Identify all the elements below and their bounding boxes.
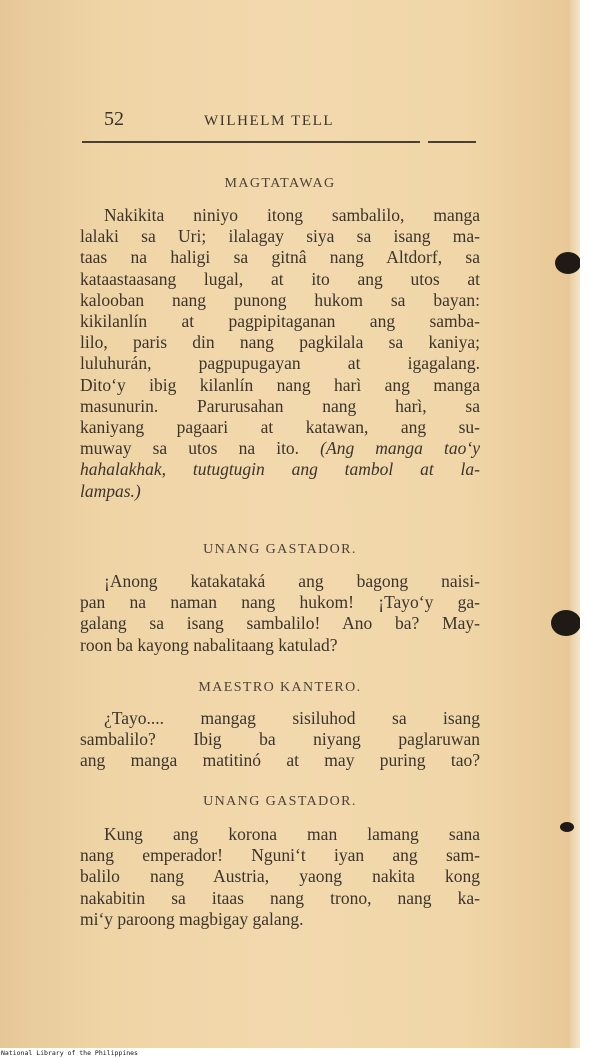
stage-direction: (Ang manga tao‘y	[320, 438, 480, 459]
library-credit: National Library of the Philippines	[1, 1049, 138, 1057]
page-edge	[570, 0, 580, 1048]
speech-paragraph	[80, 205, 480, 502]
text-line: pan na naman nang hukom! ¡Tayo‘y ga-	[80, 592, 480, 613]
text-line	[80, 438, 480, 459]
text-line: Kung ang korona man lamang sana	[104, 824, 480, 844]
header-rule	[82, 141, 420, 143]
text-line: lilo, paris din nang pagkilala sa kaniya;	[80, 332, 480, 353]
speaker-label: UNANG GASTADOR.	[203, 542, 357, 557]
speech-paragraph	[80, 708, 480, 772]
text-line: sambalilo? Ibig ba niyang paglaruwan	[80, 729, 480, 750]
text-line: roon ba kayong nabalitaang katulad?	[80, 634, 338, 655]
text-line: kaniyang pagaari at katawan, ang su-	[80, 417, 480, 438]
text-line: galang sa isang sambalilo! Ano ba? May-	[80, 613, 480, 634]
ink-stain-middle	[551, 610, 580, 636]
running-title: WILHELM TELL	[204, 113, 335, 129]
ink-stain-bottom	[560, 822, 574, 832]
text-line: taas na haligi sa gitnâ nang Altdorf, sa	[80, 247, 480, 268]
text-line: ang manga matitinó at may puring tao?	[80, 750, 480, 771]
stage-direction: lampas.)	[80, 480, 141, 501]
speech-paragraph	[80, 824, 480, 930]
text-line: Dito‘y ibig kilanlín nang harì ang manga	[80, 374, 480, 395]
text-line: nakabitin sa itaas nang trono, nang ka-	[80, 887, 480, 908]
header-rule-end	[428, 141, 476, 143]
text-line	[80, 459, 480, 480]
ink-stain-top	[555, 252, 580, 274]
stage-direction: hahalakhak, tutugtugin ang tambol at la-	[80, 459, 480, 480]
speaker-label: UNANG GASTADOR.	[203, 794, 357, 809]
text-line: balilo nang Austria, yaong nakita kong	[80, 866, 480, 887]
text-line: lalaki sa Uri; ilalagay siya sa isang ma-	[80, 226, 480, 247]
text-line: ¡Anong katakataká ang bagong naisi-	[104, 571, 480, 591]
text-segment: muway sa utos na ito.	[80, 438, 300, 459]
text-line: luluhurán, pagpupugayan at igagalang.	[80, 353, 480, 374]
text-line: mi‘y paroong magbigay galang.	[80, 908, 304, 929]
text-line: ¿Tayo.... mangag sisiluhod sa isang	[104, 708, 480, 728]
page-number: 52	[104, 108, 124, 130]
text-line: Nakikita niniyo itong sambalilo, manga	[104, 205, 480, 225]
text-line: nang emperador! Nguni‘t iyan ang sam-	[80, 845, 480, 866]
text-line: kalooban nang punong hukom sa bayan:	[80, 289, 480, 310]
text-line: masunurin. Parurusahan nang harì, sa	[80, 395, 480, 416]
speech-paragraph	[80, 571, 480, 656]
speaker-label: MAESTRO KANTERO.	[198, 680, 362, 695]
text-line: kataastaasang lugal, at ito ang utos at	[80, 268, 480, 289]
speaker-label: MAGTATAWAG	[224, 176, 336, 191]
text-line	[80, 481, 480, 502]
page-header	[82, 108, 478, 138]
text-line: kikilanlín at pagpipitaganan ang samba-	[80, 311, 480, 332]
